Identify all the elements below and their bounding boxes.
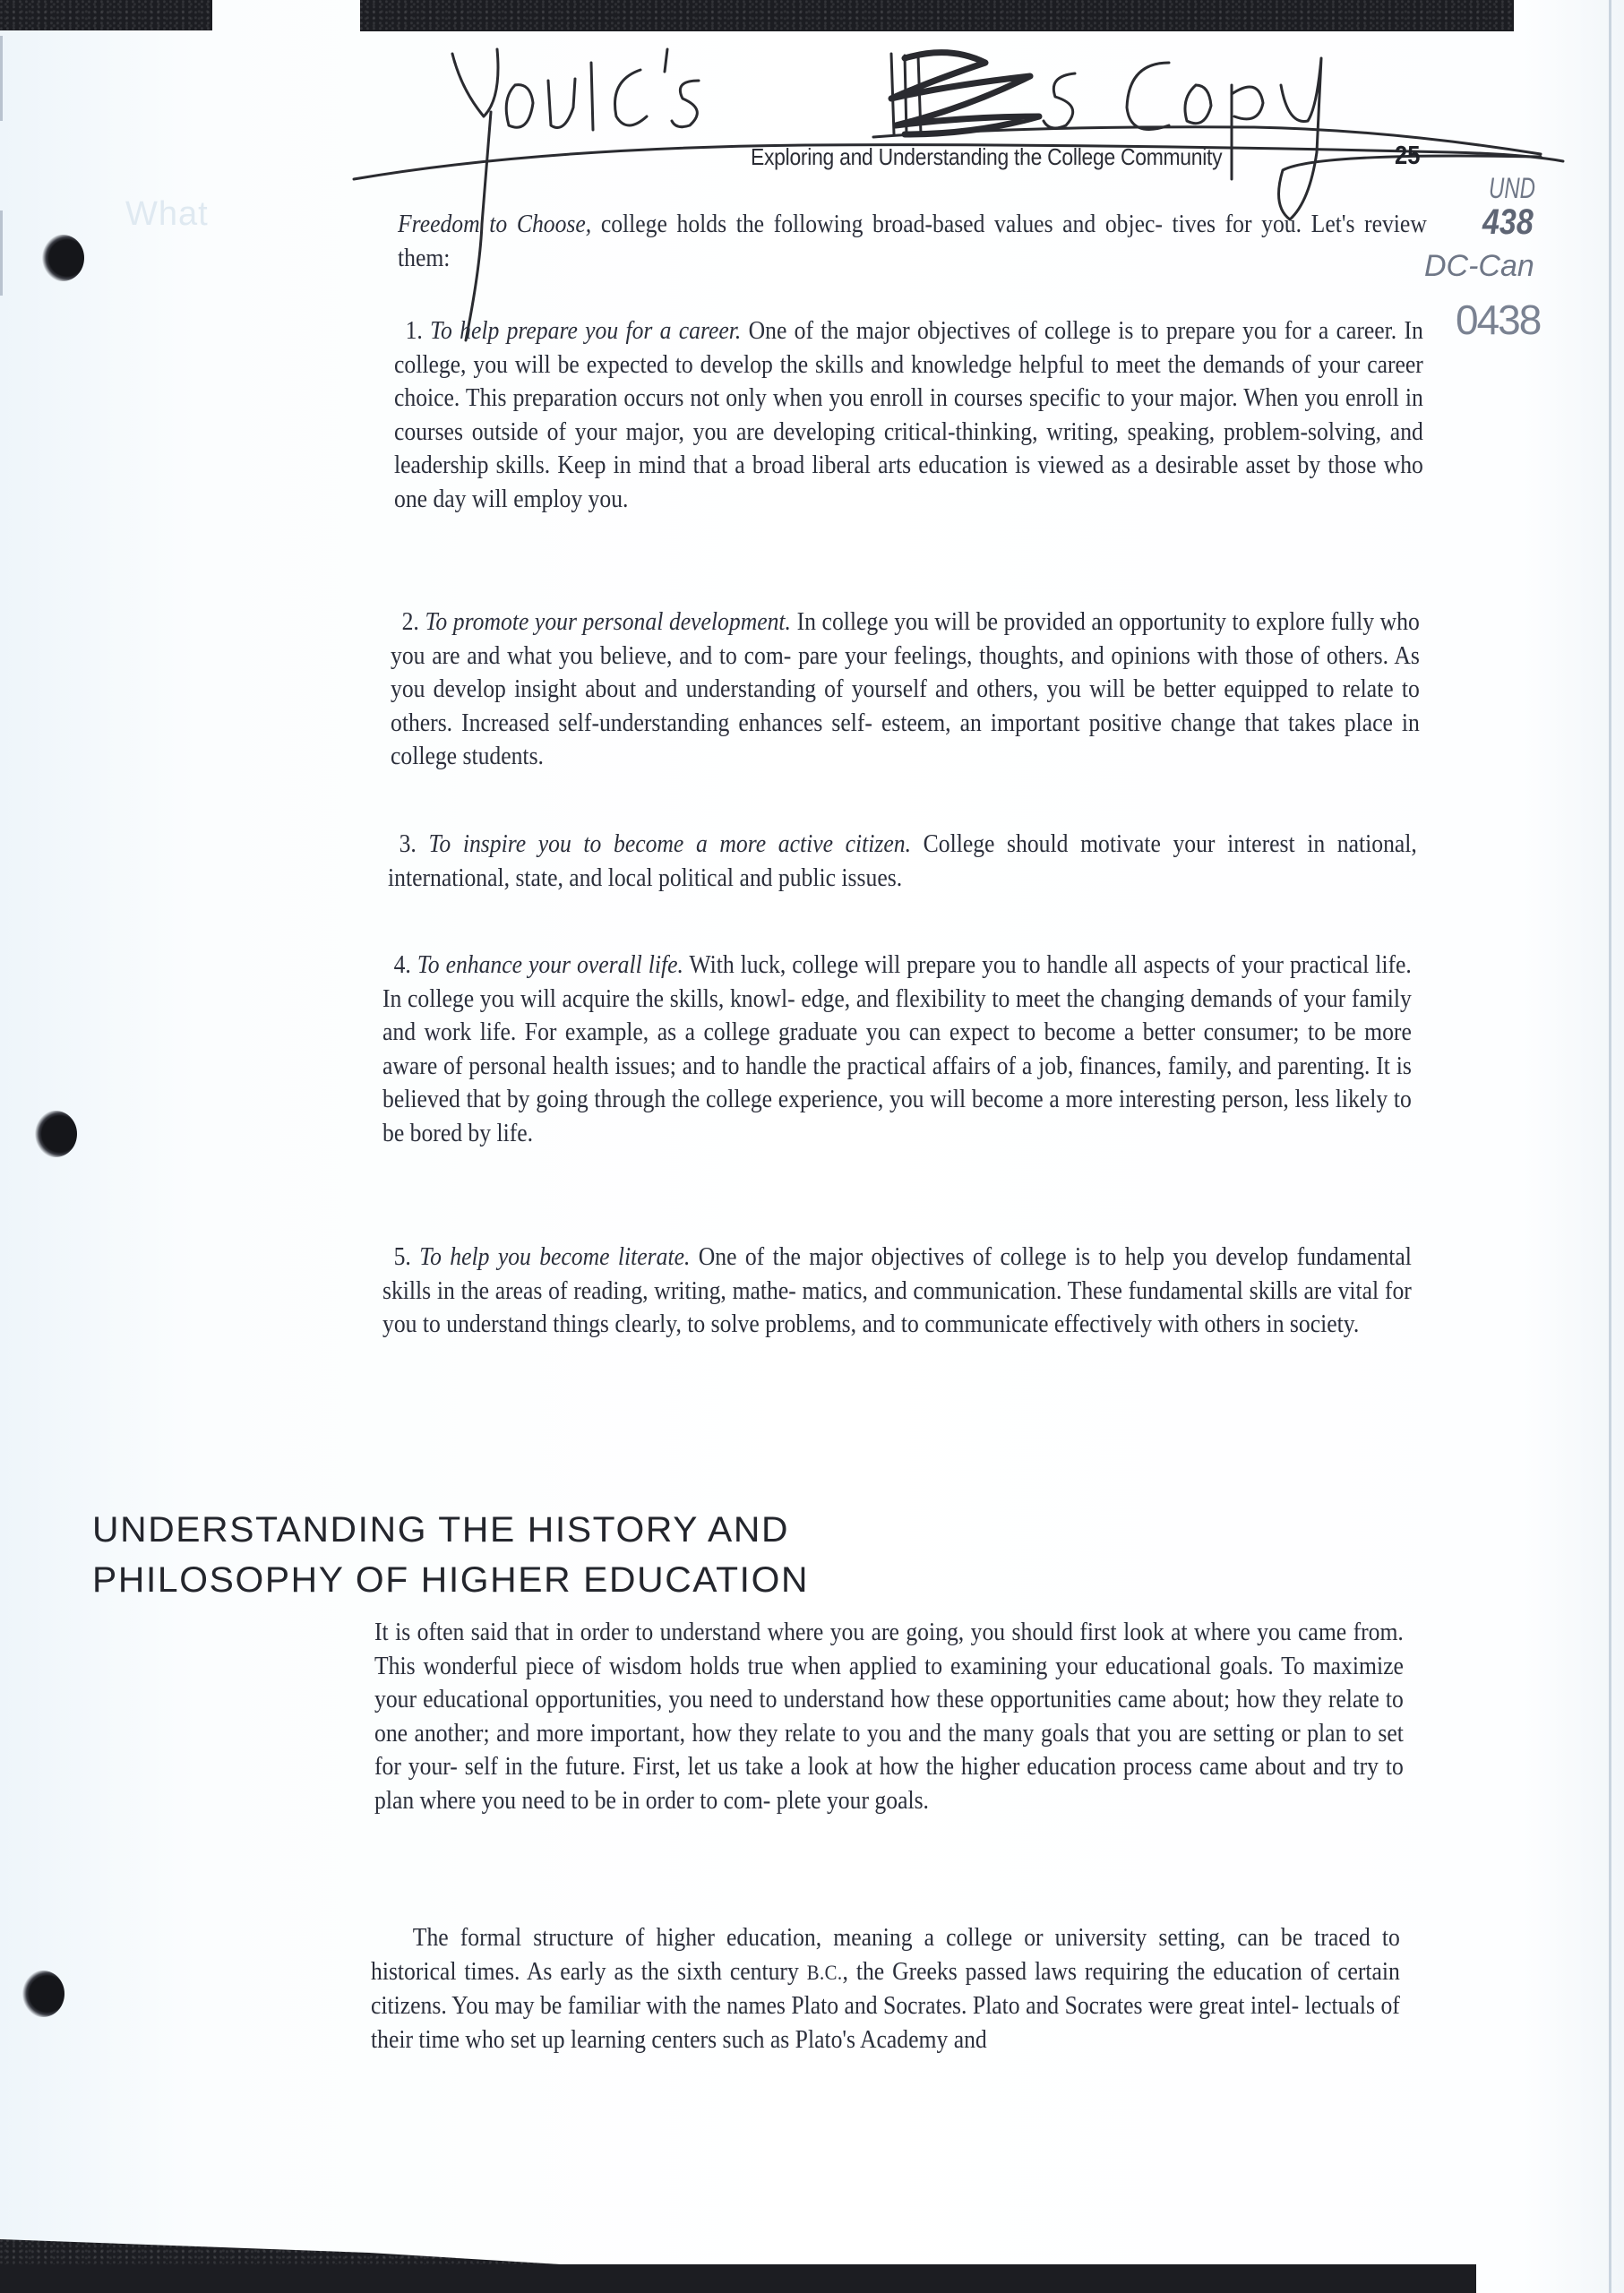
objective-lead: To promote your personal development.: [425, 608, 791, 636]
objective-text: With luck, college will prepare you to handle all aspects of your practical life. In college you will acquire the skills, knowl- edge, and flexibility to meet the changing demands of your family and work life. For example, as a college graduate you can expect to become a better consumer; to be more aware of personal health issues; and to handle the practical affairs of a job, finances, family, and parenting. It is believed that by going through the college experience, you will become a more interesting person, less likely to be bored by life.: [382, 951, 1412, 1147]
objective-lead: To inspire you to become a more active citizen.: [428, 830, 912, 858]
punch-hole-icon: [41, 235, 84, 281]
objective-item: [388, 828, 1418, 895]
objective-item: [382, 1241, 1413, 1342]
objective-number: 1.: [405, 317, 423, 345]
objective-lead: To help prepare you for a career.: [430, 317, 742, 345]
scan-edge-shadow-top: [360, 0, 1514, 31]
page-right-edge: [1609, 0, 1611, 2293]
section-heading-line: UNDERSTANDING THE HISTORY AND: [92, 1510, 790, 1550]
objective-number: 2.: [401, 608, 419, 636]
running-head: Exploring and Understanding the College Community: [751, 143, 1223, 170]
intro-italic: Freedom to Choose,: [398, 210, 592, 238]
page-number: 25: [1395, 142, 1421, 170]
objective-item: [394, 314, 1424, 517]
objective-lead: To enhance your overall life.: [417, 951, 683, 979]
page-left-edge-mark: [0, 36, 3, 121]
objective-text: College should motivate your interest in national, international, state, and local political and public issues.: [388, 830, 1417, 892]
objective-number: 4.: [393, 951, 411, 979]
objective-text: In college you will be provided an opportunity to explore fully who you are and what you believe, and to com- pare your feelings, thoughts, and opinions with those of others. As you develop insight about and understanding of yourself and others, you will be better equipped to relate to others. Increased self-understanding enhances self- esteem, an important positive change that takes place in college students.: [391, 608, 1420, 771]
objective-text: One of the major objectives of college is to prepare you for a career. In college, you will be expected to develop the skills and knowledge helpful to meet the demands of your career choice. This preparation occurs not only when you enroll in courses specific to your major. When you enroll in courses outside of your major, you are developing critical-thinking, writing, speaking, problem-solving, and leadership skills. Keep in mind that a broad liberal arts education is viewed as a desirable asset by those who one day will employ you.: [394, 317, 1423, 513]
intro-text: college holds the following broad-based values and objec- tives for you. Let's review them:: [398, 210, 1427, 272]
era-abbreviation: B.C.: [806, 1961, 843, 1984]
objective-text: One of the major objectives of college is to help you develop fundamental skills in the areas of reading, writing, mathe- matics, and communication. These fundamental skills are vital for you to understand things clearly, to solve problems, and to communicate effectively with others in society.: [382, 1243, 1412, 1339]
objective-number: 3.: [399, 830, 417, 858]
body-paragraph-text: It is often said that in order to understand where you are going, you should first look at where you came from. This wonderful piece of wisdom holds true when applied to examining your educational goals. To maximize your educational opportunities, you need to understand how these opportunities came about; how they relate to one another; and more important, how they relate to you and the many goals that you are setting or plan to set for your- self in the future. First, let us take a look at how the higher education process came about and try to plan where you need to be in order to com- plete your goals.: [374, 1619, 1404, 1815]
page-left-edge-mark: [0, 210, 3, 296]
scan-edge-shadow-bottom-fill: [0, 2264, 1476, 2293]
body-paragraph-text: , the Greeks passed laws requiring the education of certain citizens. You may be familiar with the names Plato and Socrates. Plato and Socrates were great intel- lectuals of their time who set up learning centers such as Plato's Academy and: [371, 1957, 1400, 2054]
bleed-through-text: What: [125, 195, 209, 233]
punch-hole-icon: [21, 1971, 64, 2017]
body-paragraph-text: The formal structure of higher education, meaning a college or university setting, can be traced to historical times. As early as the sixth century: [371, 1924, 1400, 1986]
section-heading: [92, 1505, 809, 1605]
punch-hole-icon: [34, 1111, 77, 1157]
margin-note: UND: [1489, 172, 1535, 204]
margin-note: 0438: [1456, 296, 1541, 343]
scan-edge-shadow-top-left: [0, 0, 212, 30]
objective-item: [382, 949, 1413, 1151]
objective-number: 5.: [393, 1243, 411, 1271]
body-paragraph: [374, 1616, 1405, 1818]
body-paragraph: [371, 1921, 1401, 2057]
section-heading-line: PHILOSOPHY OF HIGHER EDUCATION: [92, 1560, 810, 1600]
margin-note: 438: [1482, 202, 1534, 242]
objective-item: [391, 605, 1421, 774]
objective-lead: To help you become literate.: [419, 1243, 691, 1271]
margin-note: DC-Can: [1424, 249, 1534, 283]
intro-paragraph: [398, 208, 1428, 275]
